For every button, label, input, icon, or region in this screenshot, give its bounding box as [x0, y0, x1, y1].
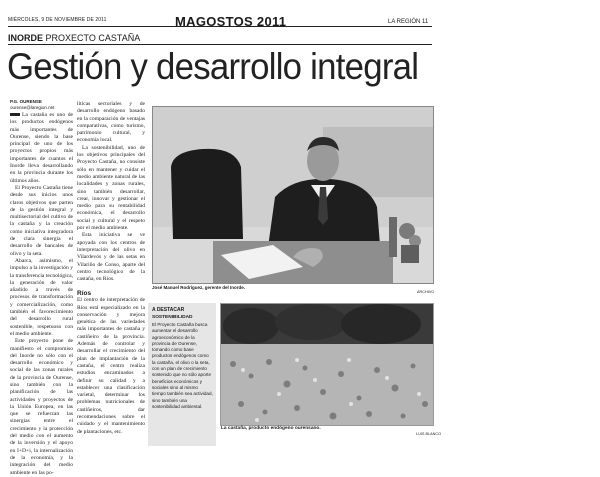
highlight-title: A DESTACAR [152, 307, 185, 313]
header-rule [8, 26, 432, 27]
byline-email: ourense@laregion.net [10, 105, 55, 110]
subheading: Ríos [77, 290, 92, 297]
paragraph: El centro de interpretación de Ríos está especializado en la conservación y mejora genética de las variedades más importantes de castaña y castiñeiro de la provincia. Además de controlar y desarrollar el crecimiento del plan de implantación de la castaña, el centro realiza estudios encaminados a definir su calidad y a establecer una clasificación varietal, determinar los problemas nutricionales de castiñeiros, dar recomendaciones sobre el cuidado y el mantenimiento de plantaciones, etc. [77, 297, 145, 435]
photo-credit: LUIS BLANCO [416, 432, 442, 436]
byline-author: P.G. OURENSE [10, 99, 42, 104]
page-number: LA REGIÓN 11 [388, 19, 429, 25]
section-title: MAGOSTOS 2011 [175, 14, 287, 29]
highlight-body: El Proyecto Castaña busca aumentar el desarrollo agroeconómico de la provincia de Ourense, tomando como base productos endógenos como la castaña, el olivo o la seta, con un plan de crecimiento sostenido que no sólo aporte beneficios económicos y sociales sino al mismo tiempo también sea actividad, sino también una sostenibilidad ambiental. [152, 322, 213, 409]
chestnut-photo [220, 303, 434, 426]
paragraph: El Proyecto Castaña tiene desde sus inicios unos claros objetivos que parten de la gestión integral y multisectorial del cultivo de la castaña y la creación como iniciativa integradora de clara sinergia el desarrollo de bancales de olivo y la seta. [10, 184, 73, 257]
paragraph: Esta iniciativa se ve apoyada con los centros de interpretación del olivo en Vilardevós y de las setas en Vilariño de Conso, aparte del centro tecnológico de la castaña, en Ríos. [77, 232, 145, 283]
paragraph: La sostenibilidad, uno de los objetivos principales del Proyecto Castaña, no consiste sólo en mantener y cuidar el medio ambiente natural de las localidades y zonas rurales, sino también desarrollar, crear, innovar y gestionar el medio para su rentabilidad económica, el desarrollo social y cultural y el respeto por el medio ambiente. [77, 144, 145, 232]
byline [10, 99, 54, 111]
issue-date: MIÉRCOLES, 9 DE NOVIEMBRE DE 2011 [8, 17, 107, 23]
paragraph: La castaña es uno de los productos endógenos más importantes de Ourense, siendo la base principal de uno de los proyectos propios más importantes de cuantos el Inorde lleva desarrollando en la provincia durante los últimos años. [10, 112, 73, 184]
headline: Gestión y desarrollo integral [7, 46, 419, 87]
column-1 [10, 112, 73, 477]
portrait-photo [152, 106, 434, 284]
kicker [8, 33, 140, 43]
kicker-org: INORDE [8, 33, 44, 43]
paragraph: Este proyecto pone de manifiesto el compromiso del Inorde no sólo con el desarrollo económico y social de las zonas rurales de la provincia de Ourense, sino también con la planificación de las actividades y proyectos de la Unión Europea, en las que se refuerzan las sinergias entre el crecimiento y la protección del medio con el aumento de la inversión y el apoyo en I+D+i, la internalización de la economía, y la integración del medio ambiente en las po- [10, 338, 73, 476]
kicker-rule [8, 44, 432, 45]
paragraph: Abarca, asimismo, el impulso a la investigación y la transferencia tecnológica, la generación de valor añadido a través de procesos de transformación y comercialización, como también el favorecimiento del desarrollo rural sostenible, respetuoso con el medio ambiente. [10, 257, 73, 337]
photo-caption: La castaña, producto endógeno ourensano. [221, 426, 321, 431]
lead-marker [10, 113, 20, 116]
chestnut-field-illustration [221, 304, 433, 425]
column-3 [77, 290, 145, 436]
photo-credit: ARCHIVO [417, 290, 435, 294]
highlight-subtitle: SOSTENIBILIDAD [152, 315, 193, 320]
column-2 [77, 101, 145, 283]
photo-caption: José Manuel Rodríguez, gerente del Inorde. [152, 285, 246, 290]
paragraph: líticas sectoriales y de desarrollo endógeno basado en la comparación de ventajas comparativas, como turismo, patrimonio cultural, y economía local. [77, 101, 145, 144]
portrait-illustration [153, 107, 433, 283]
kicker-topic: PROXECTO CASTAÑA [43, 33, 141, 43]
highlight-box [148, 303, 216, 446]
